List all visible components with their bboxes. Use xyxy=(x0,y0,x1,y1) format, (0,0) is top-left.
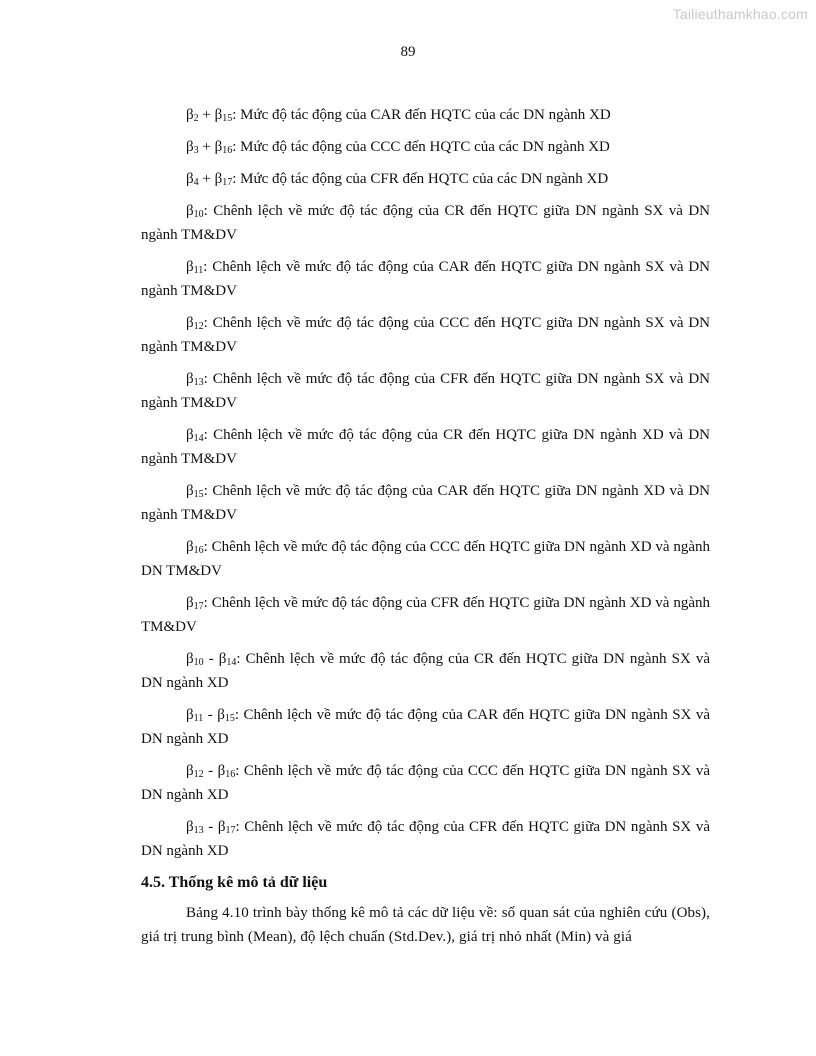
definition-paragraph xyxy=(141,199,710,247)
beta-symbol: β xyxy=(217,707,225,723)
definition-text: : Mức độ tác động của CFR đến HQTC của các DN ngành XD xyxy=(232,171,609,187)
definition-paragraph xyxy=(141,479,710,527)
beta-subscript: 17 xyxy=(193,601,204,612)
beta-symbol: β xyxy=(218,651,227,667)
page-number: 89 xyxy=(400,44,416,60)
operator: - xyxy=(203,707,218,723)
beta-symbol: β xyxy=(186,707,194,723)
beta-subscript: 16 xyxy=(193,545,204,556)
definition-paragraph xyxy=(141,703,710,751)
definition-text: : Chênh lệch về mức độ tác động của CAR đến HQTC giữa DN ngành SX và DN ngành TM&DV xyxy=(141,259,710,299)
definition-text: : Chênh lệch về mức độ tác động của CAR đến HQTC giữa DN ngành XD và DN ngành TM&DV xyxy=(141,483,710,523)
beta-subscript: 10 xyxy=(193,657,204,668)
definition-paragraph xyxy=(141,815,710,863)
definition-text: : Chênh lệch về mức độ tác động của CCC đến HQTC giữa DN ngành SX và DN ngành XD xyxy=(141,763,710,803)
beta-subscript: 2 xyxy=(193,113,199,124)
definition-paragraph xyxy=(141,647,710,695)
definition-paragraph xyxy=(141,255,710,303)
definition-paragraph xyxy=(141,423,710,471)
body-paragraph: Bảng 4.10 trình bày thống kê mô tả các dữ liệu về: số quan sát của nghiên cứu (Obs), giá trị trung bình (Mean), độ lệch chuẩn (Std.Dev.), giá trị nhỏ nhất (Min) và giá xyxy=(141,905,710,945)
beta-symbol: β xyxy=(186,483,194,499)
beta-subscript: 3 xyxy=(193,145,199,156)
definition-text: : Mức độ tác động của CAR đến HQTC của các DN ngành XD xyxy=(232,107,611,123)
beta-symbol: β xyxy=(186,107,194,123)
beta-subscript: 13 xyxy=(193,825,204,836)
beta-symbol: β xyxy=(186,203,194,219)
definition-paragraph xyxy=(141,167,710,191)
beta-subscript: 13 xyxy=(193,377,204,388)
definition-paragraph xyxy=(141,535,710,583)
definition-text: : Chênh lệch về mức độ tác động của CAR đến HQTC giữa DN ngành SX và DN ngành XD xyxy=(141,707,710,747)
beta-subscript: 4 xyxy=(193,177,199,188)
beta-subscript: 15 xyxy=(222,113,233,124)
definition-text: : Mức độ tác động của CCC đến HQTC của các DN ngành XD xyxy=(232,139,610,155)
beta-symbol: β xyxy=(186,651,194,667)
beta-symbol: β xyxy=(214,171,223,187)
operator: - xyxy=(203,819,218,835)
beta-symbol: β xyxy=(186,171,194,187)
definition-text: : Chênh lệch về mức độ tác động của CFR đến HQTC giữa DN ngành SX và DN ngành XD xyxy=(141,819,710,859)
operator: + xyxy=(198,139,215,155)
beta-symbol: β xyxy=(214,139,223,155)
beta-subscript: 12 xyxy=(193,769,204,780)
definition-paragraph xyxy=(141,311,710,359)
definition-paragraph xyxy=(141,759,710,807)
operator: + xyxy=(198,107,215,123)
beta-subscript: 16 xyxy=(225,769,236,780)
beta-symbol: β xyxy=(217,819,226,835)
document-body xyxy=(141,103,710,949)
definition-paragraph xyxy=(141,135,710,159)
beta-symbol: β xyxy=(186,763,194,779)
beta-symbol: β xyxy=(186,595,194,611)
beta-subscript: 17 xyxy=(222,177,233,188)
operator: - xyxy=(203,763,218,779)
definition-text: : Chênh lệch về mức độ tác động của CR đến HQTC giữa DN ngành SX và DN ngành TM&DV xyxy=(141,203,710,243)
definition-paragraph xyxy=(141,591,710,639)
beta-subscript: 11 xyxy=(193,265,204,276)
definition-paragraph xyxy=(141,367,710,415)
beta-symbol: β xyxy=(186,315,194,331)
beta-symbol: β xyxy=(186,371,194,387)
beta-subscript: 15 xyxy=(224,713,235,724)
beta-symbol: β xyxy=(214,107,223,123)
definition-text: : Chênh lệch về mức độ tác động của CCC đến HQTC giữa DN ngành XD và ngành DN TM&DV xyxy=(141,539,710,579)
beta-subscript: 16 xyxy=(222,145,233,156)
definition-text: : Chênh lệch về mức độ tác động của CCC đến HQTC giữa DN ngành SX và DN ngành TM&DV xyxy=(141,315,710,355)
beta-subscript: 10 xyxy=(193,209,204,220)
beta-symbol: β xyxy=(186,819,194,835)
operator: + xyxy=(198,171,215,187)
beta-symbol: β xyxy=(186,427,194,443)
beta-subscript: 14 xyxy=(193,433,204,444)
beta-subscript: 12 xyxy=(193,321,204,332)
beta-symbol: β xyxy=(186,259,194,275)
definition-text: : Chênh lệch về mức độ tác động của CFR đến HQTC giữa DN ngành XD và ngành TM&DV xyxy=(141,595,710,635)
watermark: Tailieuthamkhao.com xyxy=(672,6,808,22)
definition-text: : Chênh lệch về mức độ tác động của CFR đến HQTC giữa DN ngành SX và DN ngành TM&DV xyxy=(141,371,710,411)
operator: - xyxy=(203,651,219,667)
beta-subscript: 14 xyxy=(226,657,237,668)
beta-subscript: 15 xyxy=(193,489,204,500)
beta-symbol: β xyxy=(186,539,194,555)
definition-text: : Chênh lệch về mức độ tác động của CR đến HQTC giữa DN ngành SX và DN ngành XD xyxy=(141,651,710,691)
definition-text: : Chênh lệch về mức độ tác động của CR đến HQTC giữa DN ngành XD và DN ngành TM&DV xyxy=(141,427,710,467)
beta-subscript: 17 xyxy=(225,825,236,836)
definition-paragraph xyxy=(141,103,710,127)
section-heading: 4.5. Thống kê mô tả dữ liệu xyxy=(141,874,328,891)
definitions-list xyxy=(141,103,710,863)
beta-symbol: β xyxy=(217,763,226,779)
beta-subscript: 11 xyxy=(193,713,204,724)
beta-symbol: β xyxy=(186,139,194,155)
